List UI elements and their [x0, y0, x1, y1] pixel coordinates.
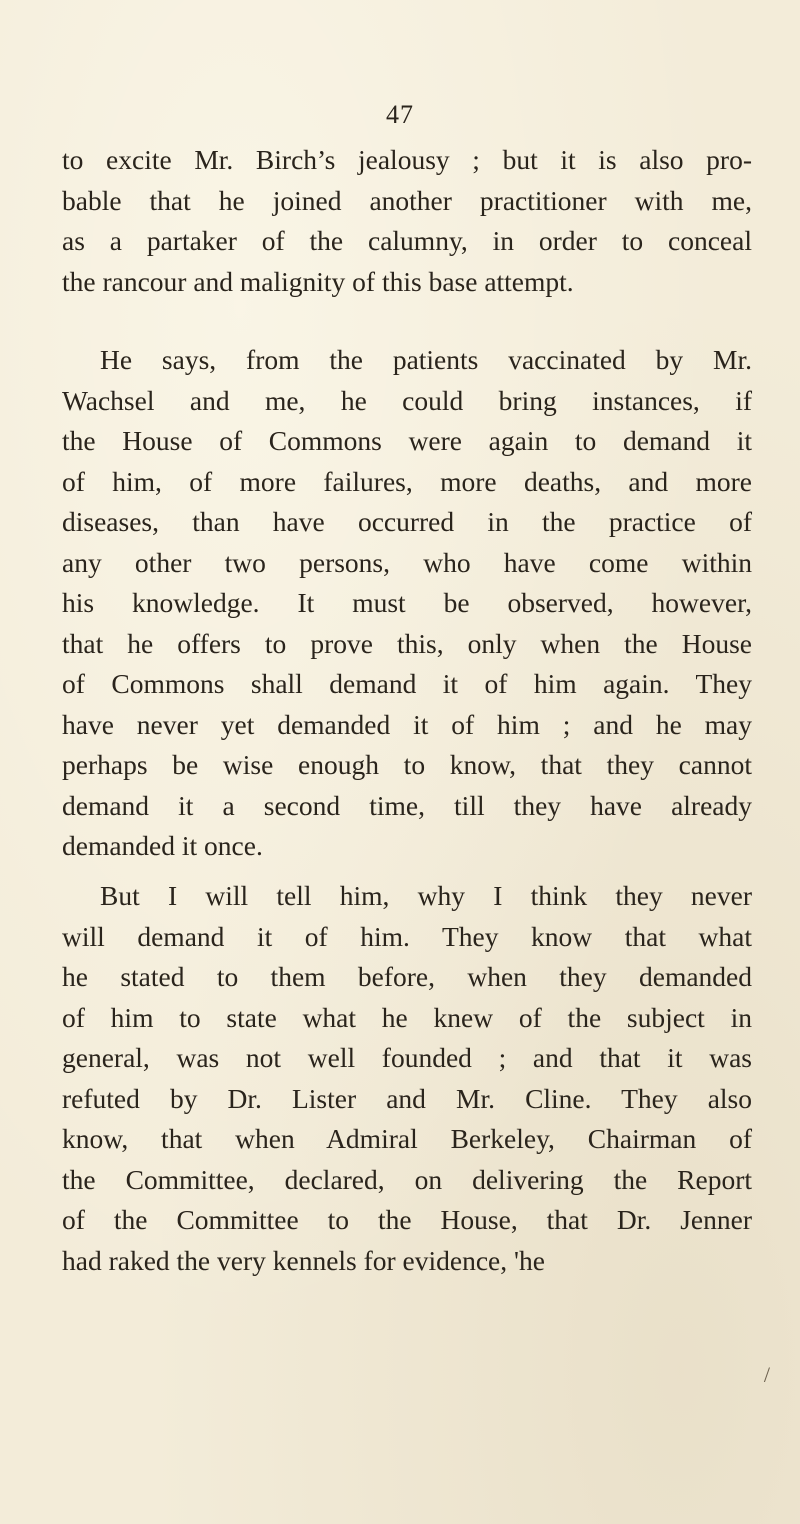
text-line: But I will tell him, why I think they never — [100, 880, 752, 911]
text-line: the House of Commons were again to demand it — [62, 425, 752, 456]
text-line: he stated to them before, when they demanded — [62, 961, 752, 992]
text-line: to excite Mr. Birch’s jealousy ; but it is also pro- — [62, 144, 752, 175]
text-line: will demand it of him. They know that what — [62, 920, 752, 952]
text-line: as a partaker of the calumny, in order to conceal — [62, 225, 752, 256]
text-line: know, that when Admiral Berkeley, Chairman of — [62, 1123, 752, 1154]
margin-mark: / — [763, 1362, 770, 1387]
text-line: of him, of more failures, more deaths, and more — [62, 465, 752, 497]
paragraph-2 — [62, 340, 752, 867]
text-line: of him to state what he knew of the subject in — [62, 1001, 752, 1033]
paragraph-3 — [62, 876, 752, 1281]
text-line: Wachsel and me, he could bring instances, if — [62, 384, 752, 416]
text-line: perhaps be wise enough to know, that they cannot — [62, 749, 752, 780]
paragraph-1 — [62, 140, 752, 302]
text-line: of Commons shall demand it of him again. They — [62, 668, 752, 699]
text-line: his knowledge. It must be observed, however, — [62, 587, 752, 618]
text-line: of the Committee to the House, that Dr. Jenner — [62, 1204, 752, 1235]
text-line: diseases, than have occurred in the practice of — [62, 506, 752, 537]
page-number: 47 — [386, 100, 414, 129]
text-line: the rancour and malignity of this base attempt. — [62, 265, 574, 297]
text-line: the Committee, declared, on delivering the Report — [62, 1163, 752, 1195]
text-line: bable that he joined another practitioner with me, — [62, 184, 752, 216]
text-line: refuted by Dr. Lister and Mr. Cline. They also — [62, 1082, 752, 1114]
text-line: demand it a second time, till they have already — [62, 789, 752, 821]
text-line: general, was not well founded ; and that it was — [62, 1042, 752, 1073]
text-line: demanded it once. — [62, 830, 263, 861]
text-line: that he offers to prove this, only when the House — [62, 627, 752, 659]
text-line: had raked the very kennels for evidence, 'he — [62, 1244, 545, 1276]
text-line: have never yet demanded it of him ; and he may — [62, 708, 752, 740]
text-line: any other two persons, who have come within — [62, 546, 752, 578]
text-line: He says, from the patients vaccinated by Mr. — [100, 344, 752, 375]
